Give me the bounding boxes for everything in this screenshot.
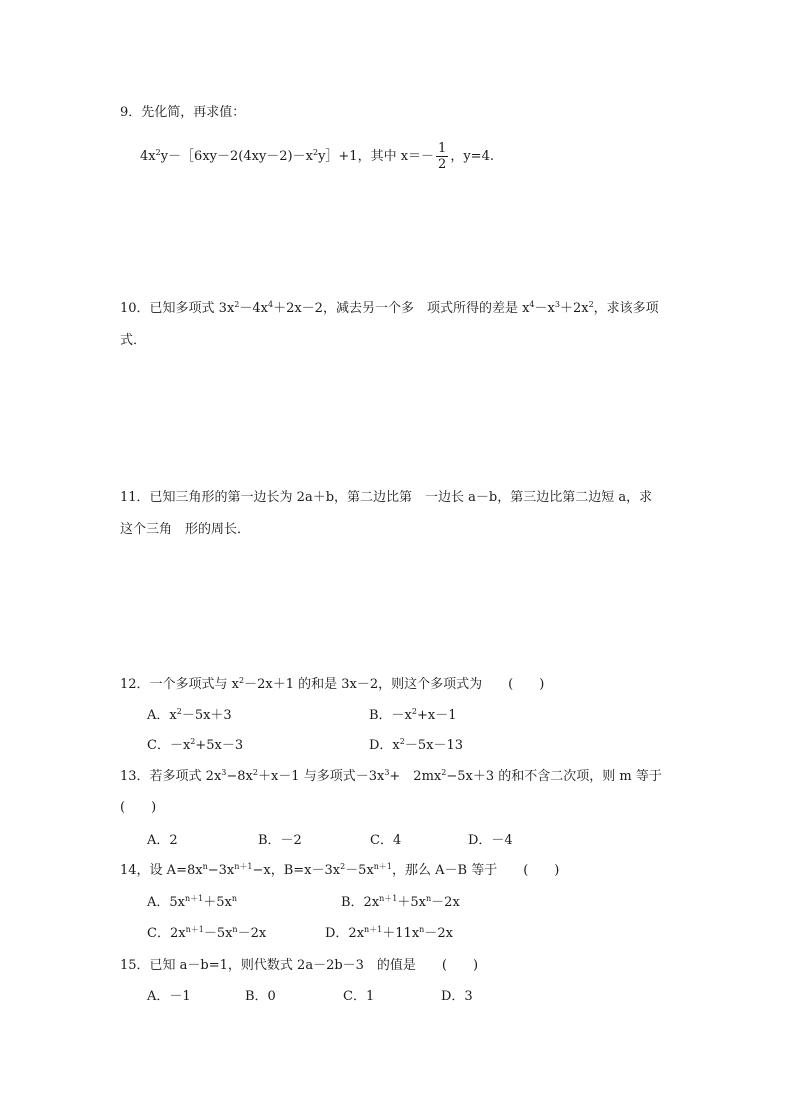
option-exponent: 2 bbox=[399, 737, 405, 746]
option-exponent: n bbox=[419, 925, 425, 934]
q14-option-c bbox=[147, 925, 266, 943]
option-text: +5x－3 bbox=[195, 738, 244, 753]
option-text: －2x bbox=[424, 926, 453, 941]
option-text: C．－x bbox=[147, 738, 191, 753]
q12-option-c bbox=[147, 737, 243, 755]
q9-fraction bbox=[436, 141, 448, 172]
q9-title bbox=[120, 104, 245, 122]
q11-stem-line1 bbox=[120, 489, 652, 507]
option-text: A．－1 bbox=[147, 989, 191, 1004]
q14-exponent: n bbox=[202, 862, 208, 871]
q13-text: 13．若多项式 2x bbox=[120, 769, 222, 784]
q11-text: 这个三角 形的周长． bbox=[120, 522, 251, 537]
q13-exponent: 2 bbox=[252, 768, 258, 777]
option-exponent: n bbox=[426, 894, 432, 903]
q13-exponent: 3 bbox=[221, 768, 227, 777]
option-text: B．－2 bbox=[258, 833, 302, 848]
q14-exponent: n＋1 bbox=[234, 862, 253, 871]
option-exponent: n＋1 bbox=[364, 925, 383, 934]
q13-option-b bbox=[258, 832, 302, 850]
q14-exponent: 2 bbox=[340, 862, 346, 871]
q15-option-d bbox=[441, 988, 473, 1006]
q14-text: −3x bbox=[207, 863, 235, 878]
q9-title-text: 9．先化简，再求值： bbox=[120, 105, 246, 120]
q13-exponent: 2 bbox=[441, 768, 447, 777]
q14-text: －5x bbox=[345, 863, 374, 878]
q10-exponent: 4 bbox=[529, 300, 535, 309]
q13-option-c bbox=[370, 832, 401, 850]
q13-answer-paren bbox=[120, 799, 156, 817]
q12-option-a bbox=[147, 707, 232, 725]
q12-text: 12．一个多项式与 x bbox=[120, 677, 240, 692]
q13-text: ＋x－1 与多项式－3x bbox=[257, 769, 385, 784]
option-exponent: n bbox=[231, 894, 238, 903]
q13-text: −5x＋3 的和不含二次项，则 m 等于 bbox=[446, 769, 662, 784]
q9-expr-text: ，y=4. bbox=[450, 149, 494, 164]
option-exponent: 2 bbox=[411, 707, 417, 716]
q9-expr-text: y－［6xy－2(4xy－2)－x bbox=[160, 149, 313, 164]
fraction-numerator: 1 bbox=[438, 141, 447, 156]
option-text: A．2 bbox=[147, 833, 178, 848]
q13-stem bbox=[120, 768, 662, 786]
q14-text: −x，B=x－3x bbox=[252, 863, 341, 878]
option-text: D．2x bbox=[325, 926, 365, 941]
option-exponent: n bbox=[232, 925, 238, 934]
option-text: －5x bbox=[203, 926, 233, 941]
q13-text: + 2mx bbox=[389, 769, 442, 784]
option-text: D．3 bbox=[441, 989, 473, 1004]
q10-text: ＋2x－2，减去另一个多 项式所得的差是 x bbox=[273, 301, 530, 316]
q12-text: －2x＋1 的和是 3x－2，则这个多项式为 ( ) bbox=[244, 677, 545, 692]
q12-option-d bbox=[369, 737, 463, 755]
q10-stem-line1 bbox=[120, 300, 659, 318]
q14-text: ，那么 A－B 等于 ( ) bbox=[392, 863, 560, 878]
option-text: D．x bbox=[369, 738, 400, 753]
q9-expression bbox=[140, 140, 494, 174]
q14-option-a bbox=[147, 894, 237, 912]
q10-stem-line2 bbox=[120, 332, 146, 350]
q15-option-a bbox=[147, 988, 191, 1006]
option-exponent: n＋1 bbox=[185, 894, 204, 903]
q15-option-b bbox=[245, 988, 276, 1006]
option-exponent: n＋1 bbox=[379, 894, 398, 903]
q10-text: －4x bbox=[239, 301, 268, 316]
option-exponent: 2 bbox=[190, 737, 196, 746]
option-text: C．2x bbox=[147, 926, 186, 941]
q15-option-c bbox=[343, 988, 374, 1006]
q15-text: 15．已知 a－b=1，则代数式 2a－2b－3 的值是 ( ) bbox=[120, 958, 479, 973]
q9-expr-text: 4x bbox=[140, 149, 156, 164]
q13-text: −8x bbox=[226, 769, 253, 784]
option-exponent: 2 bbox=[176, 707, 182, 716]
q10-exponent: 2 bbox=[234, 300, 240, 309]
option-exponent: n＋1 bbox=[185, 925, 204, 934]
option-text: D．－4 bbox=[468, 833, 513, 848]
option-text: －2x bbox=[431, 895, 460, 910]
q10-text: －x bbox=[534, 301, 555, 316]
q10-text: ＋2x bbox=[559, 301, 589, 316]
option-text: ＋11x bbox=[382, 926, 420, 941]
q13-option-a bbox=[147, 832, 178, 850]
q11-text: 11．已知三角形的第一边长为 2a＋b，第二边比第 一边长 a－b，第三边比第二边短 a，求 bbox=[120, 490, 653, 505]
q10-text: ，求该多项 bbox=[593, 301, 659, 316]
option-text: B．2x bbox=[341, 895, 380, 910]
q9-exponent: 2 bbox=[312, 148, 319, 157]
option-text: ＋5x bbox=[203, 895, 232, 910]
option-text: C．4 bbox=[370, 833, 402, 848]
q14-stem bbox=[120, 862, 559, 880]
q9-expr-text: y］+1，其中 x＝－ bbox=[318, 149, 435, 164]
option-text: +x－1 bbox=[416, 708, 457, 723]
q14-option-d bbox=[325, 925, 453, 943]
option-text: B．－x bbox=[369, 708, 412, 723]
option-text: A．5x bbox=[147, 895, 185, 910]
q10-text: 10．已知多项式 3x bbox=[120, 301, 235, 316]
q15-stem bbox=[120, 957, 478, 975]
q13-option-d bbox=[468, 832, 513, 850]
q10-exponent: 4 bbox=[267, 300, 274, 309]
answer-paren: ( ) bbox=[120, 800, 157, 815]
option-text: B．0 bbox=[245, 989, 276, 1004]
q12-option-b bbox=[369, 707, 456, 725]
q10-exponent: 2 bbox=[588, 300, 594, 309]
q10-exponent: 3 bbox=[554, 300, 560, 309]
q14-text: 14，设 A=8x bbox=[120, 863, 203, 878]
option-text: C．1 bbox=[343, 989, 375, 1004]
fraction-denominator: 2 bbox=[438, 157, 447, 172]
q9-exponent: 2 bbox=[155, 148, 161, 157]
q11-stem-line2 bbox=[120, 521, 250, 539]
q10-text: 式． bbox=[120, 333, 147, 348]
option-text: －5x－13 bbox=[404, 738, 464, 753]
q12-exponent: 2 bbox=[239, 676, 245, 685]
option-text: －5x＋3 bbox=[181, 708, 232, 723]
option-text: －2x bbox=[237, 926, 267, 941]
q12-stem bbox=[120, 676, 544, 694]
q13-exponent: 3 bbox=[384, 768, 390, 777]
q14-option-b bbox=[341, 894, 460, 912]
option-text: ＋5x bbox=[397, 895, 427, 910]
option-text: A．x bbox=[147, 708, 177, 723]
q14-exponent: n＋1 bbox=[373, 862, 393, 871]
